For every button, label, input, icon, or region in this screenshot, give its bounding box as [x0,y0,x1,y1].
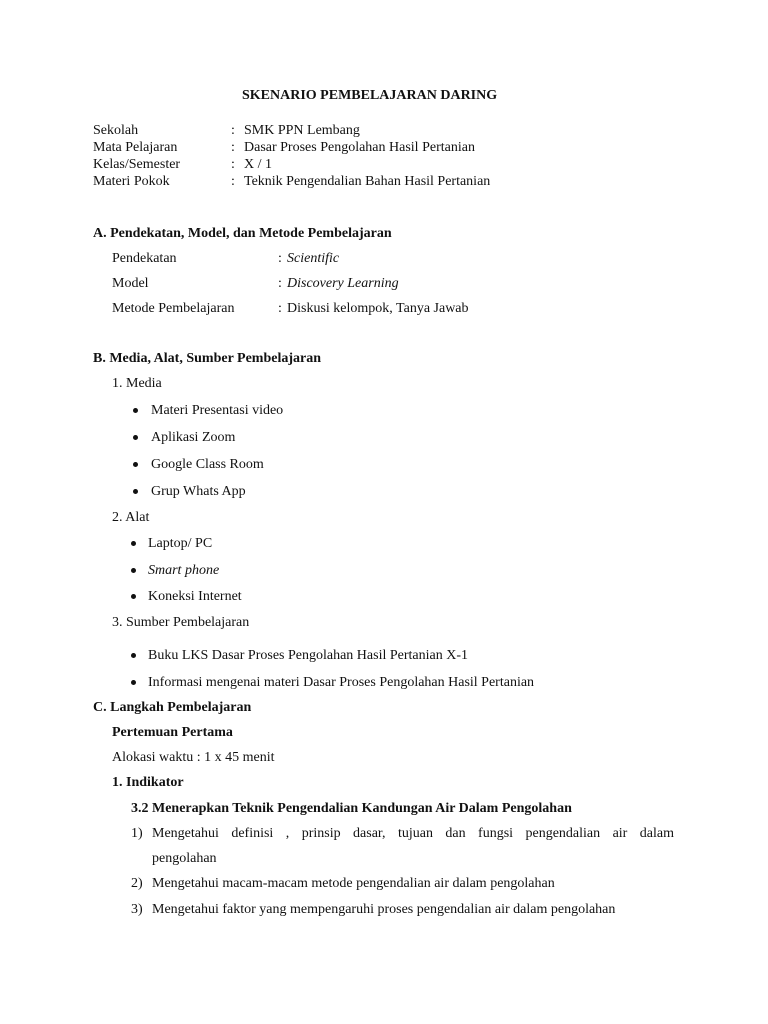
indikator-text: Mengetahui faktor yang mempengaruhi proses pengendalian air dalam pengolahan [152,902,616,917]
row-value-pendekatan: Scientific [287,251,340,266]
alat-label: 2. Alat [112,510,150,525]
sumber-label: 3. Sumber Pembelajaran [112,615,250,630]
section-c-heading: C. Langkah Pembelajaran [93,700,252,715]
row-label-metode: Metode Pembelajaran [112,301,235,316]
info-sep: : [231,157,235,172]
row-label-model: Model [112,276,149,291]
info-sep: : [231,140,235,155]
bullet-icon [131,594,136,599]
row-sep: : [278,301,282,316]
info-sep: : [231,123,235,138]
indikator-num: 1) [131,826,143,841]
indikator-label: 1. Indikator [112,775,184,790]
info-value-kelas: X / 1 [244,157,272,172]
row-sep: : [278,251,282,266]
indikator-text: Mengetahui definisi , prinsip dasar, tujuan dan fungsi pengendalian air dalam [152,826,674,841]
info-value-mapel: Dasar Proses Pengolahan Hasil Pertanian [244,140,475,155]
row-label-pendekatan: Pendekatan [112,251,177,266]
alat-item: Koneksi Internet [148,589,242,604]
indikator-text-cont: pengolahan [152,851,217,866]
bullet-icon [131,680,136,685]
info-label-kelas: Kelas/Semester [93,157,181,172]
info-label-materi: Materi Pokok [93,174,170,189]
info-value-sekolah: SMK PPN Lembang [244,123,360,138]
sumber-item: Buku LKS Dasar Proses Pengolahan Hasil Pertanian X-1 [148,648,469,663]
media-item: Materi Presentasi video [151,403,284,418]
row-value-model: Discovery Learning [287,276,399,291]
media-item: Grup Whats App [151,484,246,499]
media-item: Aplikasi Zoom [151,430,236,445]
kd-title: 3.2 Menerapkan Teknik Pengendalian Kandungan Air Dalam Pengolahan [131,801,572,816]
alokasi-waktu: Alokasi waktu : 1 x 45 menit [112,750,275,765]
bullet-icon [133,462,138,467]
meeting-title: Pertemuan Pertama [112,725,233,740]
indikator-num: 2) [131,876,143,891]
info-label-mapel: Mata Pelajaran [93,140,178,155]
info-label-sekolah: Sekolah [93,123,139,138]
bullet-icon [131,541,136,546]
info-value-materi: Teknik Pengendalian Bahan Hasil Pertanian [244,174,491,189]
bullet-icon [131,568,136,573]
bullet-icon [131,653,136,658]
page-title: SKENARIO PEMBELAJARAN DARING [242,88,498,103]
info-sep: : [231,174,235,189]
media-label: 1. Media [112,376,162,391]
indikator-text: Mengetahui macam-macam metode pengendalian air dalam pengolahan [152,876,555,891]
row-sep: : [278,276,282,291]
bullet-icon [133,489,138,494]
section-a-heading: A. Pendekatan, Model, dan Metode Pembelajaran [93,226,392,241]
row-value-metode: Diskusi kelompok, Tanya Jawab [287,301,469,316]
media-item: Google Class Room [151,457,264,472]
alat-item: Laptop/ PC [148,536,213,551]
bullet-icon [133,408,138,413]
sumber-item: Informasi mengenai materi Dasar Proses Pengolahan Hasil Pertanian [148,675,535,690]
bullet-icon [133,435,138,440]
indikator-num: 3) [131,902,143,917]
section-b-heading: B. Media, Alat, Sumber Pembelajaran [93,351,322,366]
alat-item: Smart phone [148,563,220,578]
